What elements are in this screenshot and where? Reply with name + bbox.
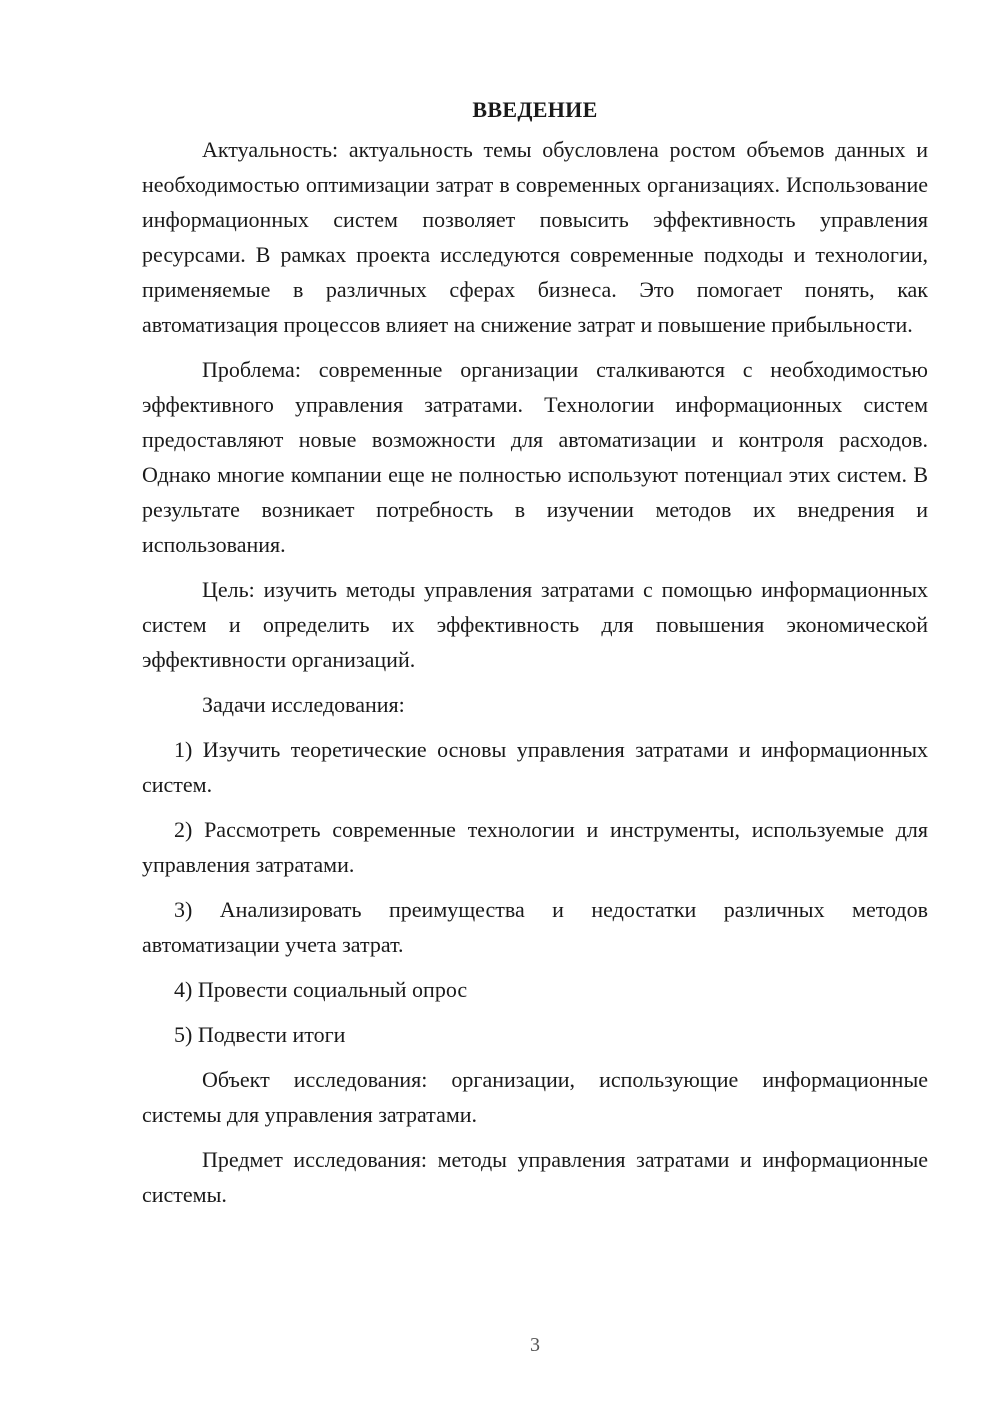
task-item: 5) Подвести итоги bbox=[174, 1022, 346, 1047]
document-page bbox=[142, 92, 928, 1222]
goal-paragraph: Цель: изучить методы управления затратами с помощью информационных систем и определить их эффективность для повышения экономической эффективности организаций. bbox=[142, 577, 928, 672]
subject-paragraph: Предмет исследования: методы управления затратами и информационные системы. bbox=[142, 1147, 928, 1207]
task-item: 2) Рассмотреть современные технологии и инструменты, используемые для управления затратами. bbox=[142, 817, 928, 877]
task-item: 1) Изучить теоретические основы управления затратами и информационных систем. bbox=[142, 737, 928, 797]
section-heading: ВВЕДЕНИЕ bbox=[472, 97, 598, 122]
page-number: 3 bbox=[530, 1334, 540, 1356]
task-item: 3) Анализировать преимущества и недостатки различных методов автоматизации учета затрат. bbox=[142, 897, 928, 957]
object-paragraph: Объект исследования: организации, использующие информационные системы для управления затратами. bbox=[142, 1067, 928, 1127]
relevance-paragraph: Актуальность: актуальность темы обусловлена ростом объемов данных и необходимостью оптимизации затрат в современных организациях. Использование информационных систем позволяет повысить эффективность управления ресурсами. В рамках проекта исследуются современные подходы и технологии, применяемые в различных сферах бизнеса. Это помогает понять, как автоматизация процессов влияет на снижение затрат и повышение прибыльности. bbox=[142, 137, 928, 337]
tasks-title: Задачи исследования: bbox=[202, 692, 405, 717]
task-item: 4) Провести социальный опрос bbox=[174, 977, 468, 1002]
problem-paragraph: Проблема: современные организации сталкиваются с необходимостью эффективного управления затратами. Технологии информационных систем предоставляют новые возможности для автоматизации и контроля расходов. Однако многие компании еще не полностью используют потенциал этих систем. В результате возникает потребность в изучении методов их внедрения и использования. bbox=[142, 357, 928, 557]
